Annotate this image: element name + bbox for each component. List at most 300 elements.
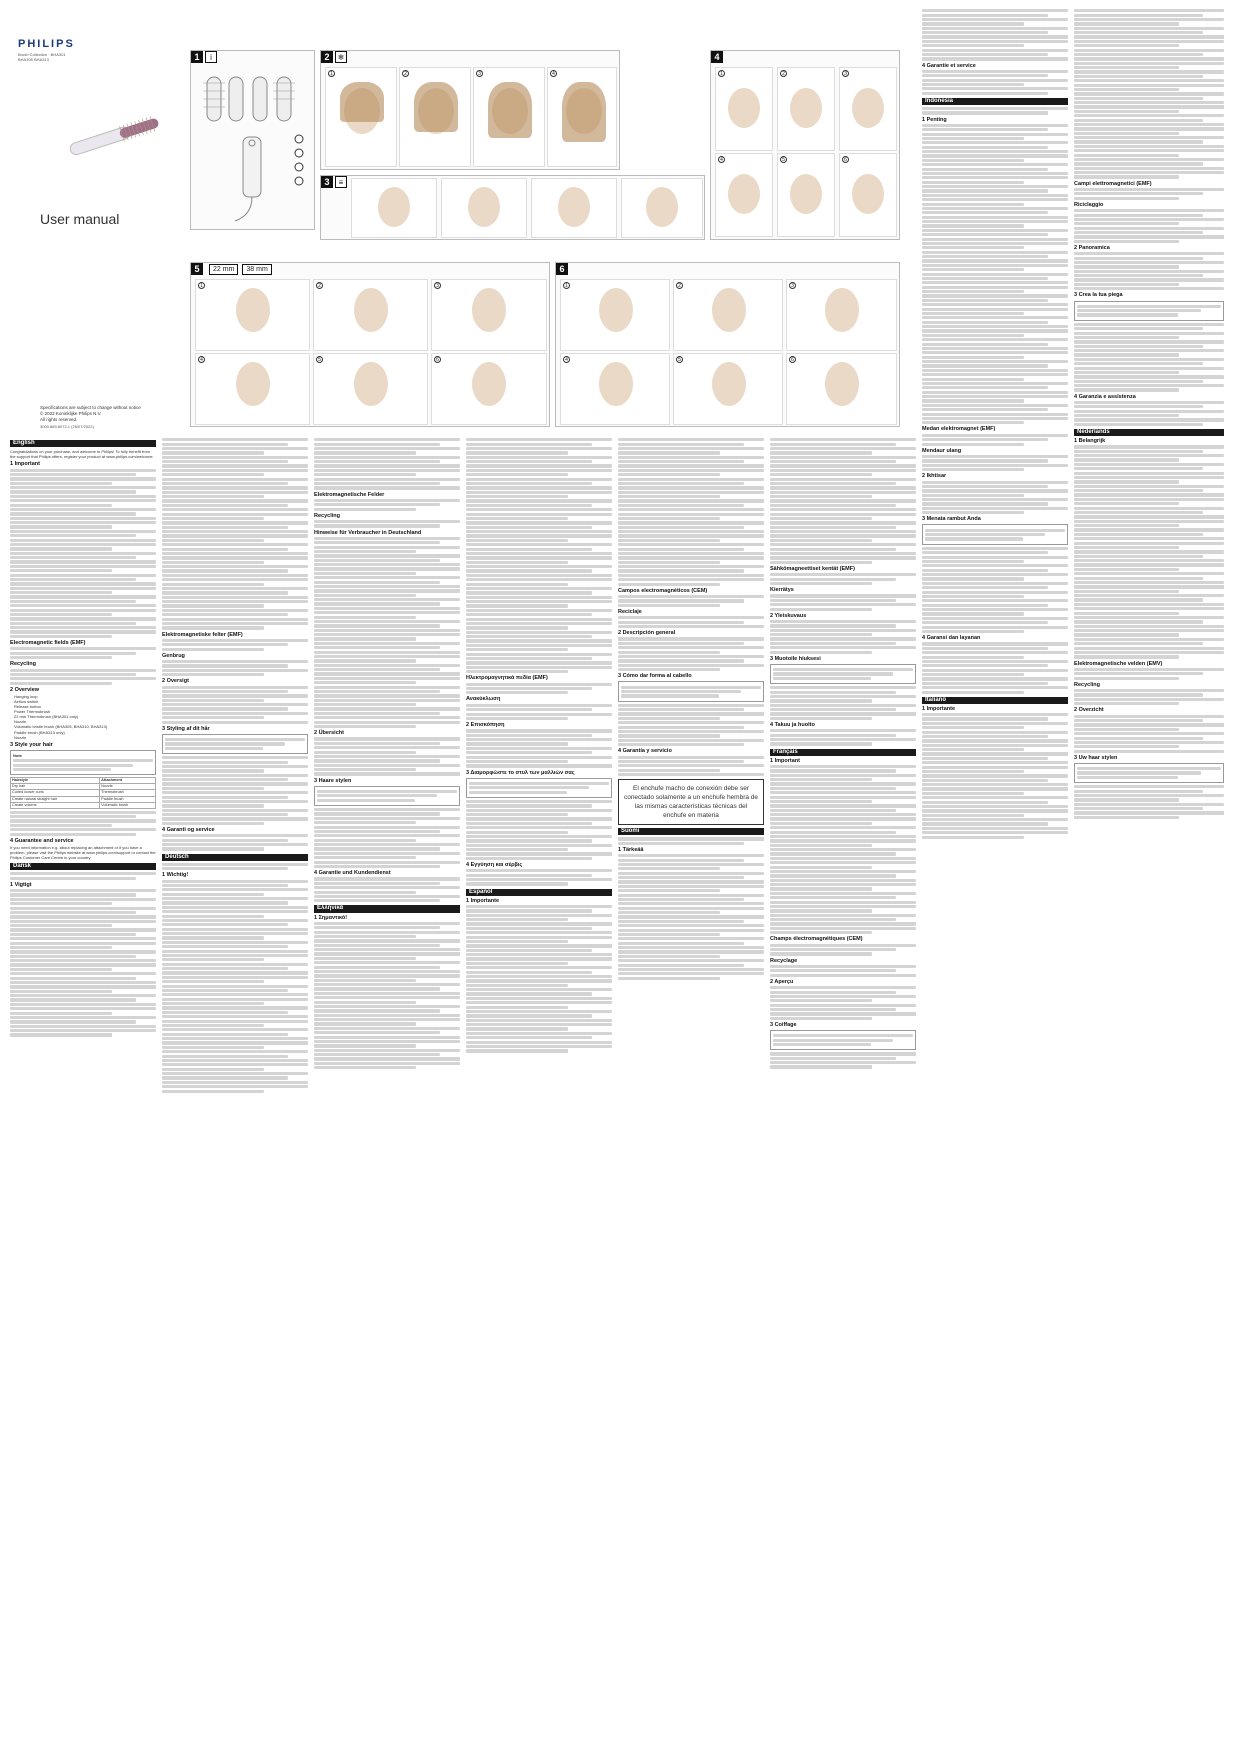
text-line-placeholder xyxy=(162,998,308,1001)
text-line-placeholder xyxy=(314,1022,416,1025)
text-line-placeholder xyxy=(1074,323,1224,326)
text-line-placeholder xyxy=(10,508,156,511)
text-line-placeholder xyxy=(469,791,567,794)
text-line-placeholder xyxy=(770,704,916,707)
text-line-placeholder xyxy=(922,651,1068,654)
text-line-placeholder xyxy=(13,764,133,767)
step-cell xyxy=(351,178,437,238)
text-line-placeholder xyxy=(466,857,592,860)
text-line-placeholder xyxy=(314,672,460,675)
text-line-placeholder xyxy=(10,972,156,975)
info-icon: i xyxy=(205,51,217,63)
text-line-placeholder xyxy=(770,1061,916,1064)
text-line-placeholder xyxy=(773,672,893,675)
text-line-placeholder xyxy=(162,945,288,948)
text-line-placeholder xyxy=(1074,222,1179,225)
text-line-placeholder xyxy=(922,836,1024,839)
step-number: 4 xyxy=(718,156,725,163)
text-line-placeholder xyxy=(162,1024,264,1027)
text-line-placeholder xyxy=(922,556,1068,559)
text-line-placeholder xyxy=(922,150,1068,153)
text-line-placeholder xyxy=(770,813,916,816)
text-line-placeholder xyxy=(10,543,156,546)
text-line-placeholder xyxy=(618,517,720,520)
text-line-placeholder xyxy=(618,556,764,559)
figure-panel-1 xyxy=(190,50,315,230)
text-line-placeholder xyxy=(314,598,460,601)
text-line-placeholder xyxy=(1074,798,1179,801)
text-line-placeholder xyxy=(162,954,308,957)
text-line-placeholder xyxy=(162,880,308,883)
text-line-placeholder xyxy=(922,74,1048,77)
text-line-placeholder xyxy=(1074,807,1203,810)
step-number: 4 xyxy=(563,356,570,363)
text-line-placeholder xyxy=(466,809,612,812)
text-line-placeholder xyxy=(466,482,592,485)
text-line-placeholder xyxy=(10,582,156,585)
section-heading: 2 Overview xyxy=(10,686,40,693)
text-line-placeholder xyxy=(922,198,1068,201)
text-line-placeholder xyxy=(618,721,764,724)
text-line-placeholder xyxy=(922,547,1068,550)
size-label-small: 22 mm xyxy=(209,264,238,275)
text-line-placeholder xyxy=(314,961,460,964)
text-line-placeholder xyxy=(1074,79,1224,82)
text-line-placeholder xyxy=(1074,790,1203,793)
step-cell xyxy=(560,279,670,351)
text-line-placeholder xyxy=(773,1034,913,1037)
text-line-placeholder xyxy=(162,530,308,533)
text-line-placeholder xyxy=(162,1015,308,1018)
overview-item: Paddle brush (BHA313 only) xyxy=(14,729,65,735)
text-line-placeholder xyxy=(10,1020,136,1023)
text-line-placeholder xyxy=(770,491,916,494)
text-line-placeholder xyxy=(1074,728,1179,731)
text-line-placeholder xyxy=(618,464,764,467)
text-line-placeholder xyxy=(314,629,460,632)
intro-text: Congratulations on your purchase, and welcome to Philips! To fully benefit from the support that Philips offers, register your product at www.philips.com/welcome. xyxy=(10,449,154,460)
panel-number: 2 xyxy=(321,51,333,63)
text-line-placeholder xyxy=(466,661,612,664)
text-line-placeholder xyxy=(922,325,1068,328)
text-line-placeholder xyxy=(618,583,720,586)
text-line-placeholder xyxy=(922,485,1048,488)
text-line-placeholder xyxy=(618,530,764,533)
text-line-placeholder xyxy=(618,859,744,862)
text-line-placeholder xyxy=(314,712,440,715)
text-line-placeholder xyxy=(1074,405,1203,408)
text-line-placeholder xyxy=(162,791,308,794)
text-line-placeholder xyxy=(466,657,592,660)
text-line-placeholder xyxy=(162,604,264,607)
overview-item: Nozzle xyxy=(14,734,27,740)
text-line-placeholder xyxy=(10,924,112,927)
text-line-placeholder xyxy=(618,543,764,546)
text-line-placeholder xyxy=(1074,418,1224,421)
text-line-placeholder xyxy=(314,899,440,902)
text-line-placeholder xyxy=(770,922,916,925)
product-parts-diagram xyxy=(195,69,311,227)
text-line-placeholder xyxy=(162,543,308,546)
text-line-placeholder xyxy=(922,647,1048,650)
text-line-placeholder xyxy=(1074,625,1224,628)
text-line-placeholder xyxy=(922,413,1068,416)
text-line-placeholder xyxy=(1074,750,1224,753)
text-line-placeholder xyxy=(922,31,1048,34)
text-line-placeholder xyxy=(770,952,872,955)
text-line-placeholder xyxy=(922,664,1048,667)
text-line-placeholder xyxy=(618,942,744,945)
text-line-placeholder xyxy=(10,534,136,537)
text-line-placeholder xyxy=(770,826,916,829)
text-line-placeholder xyxy=(10,1007,156,1010)
text-line-placeholder xyxy=(162,686,308,689)
text-line-placeholder xyxy=(162,712,308,715)
text-line-placeholder xyxy=(466,644,612,647)
text-line-placeholder xyxy=(466,1032,612,1035)
text-line-placeholder xyxy=(1074,332,1224,335)
text-line-placeholder xyxy=(618,739,764,742)
text-line-placeholder xyxy=(770,857,916,860)
text-line-placeholder xyxy=(10,482,112,485)
text-line-placeholder xyxy=(770,603,916,606)
text-line-placeholder xyxy=(162,989,288,992)
note-element xyxy=(162,734,308,754)
text-line-placeholder xyxy=(770,1004,916,1007)
text-line-placeholder xyxy=(770,699,872,702)
step-cell xyxy=(560,353,670,425)
text-line-placeholder xyxy=(466,486,612,489)
text-line-placeholder xyxy=(162,1085,308,1088)
text-line-placeholder xyxy=(1074,119,1203,122)
text-line-placeholder xyxy=(314,503,440,506)
text-line-placeholder xyxy=(1074,559,1224,562)
text-line-placeholder xyxy=(162,1046,264,1049)
text-line-placeholder xyxy=(466,1045,612,1048)
text-line-placeholder xyxy=(1074,816,1179,819)
text-line-placeholder xyxy=(314,690,440,693)
text-line-placeholder xyxy=(466,469,612,472)
text-line-placeholder xyxy=(466,813,568,816)
text-line-placeholder xyxy=(162,813,288,816)
section-heading: 3 Cómo dar forma al cabello xyxy=(618,673,692,680)
text-line-placeholder xyxy=(922,360,1068,363)
text-line-placeholder xyxy=(1074,283,1179,286)
text-line-placeholder xyxy=(466,1027,568,1030)
text-line-placeholder xyxy=(162,967,288,970)
text-line-placeholder xyxy=(162,782,308,785)
text-line-placeholder xyxy=(314,677,460,680)
text-line-placeholder xyxy=(162,847,264,850)
text-line-placeholder xyxy=(13,759,153,762)
text-line-placeholder xyxy=(618,955,720,958)
text-line-placeholder xyxy=(770,991,896,994)
text-line-placeholder xyxy=(618,708,744,711)
text-line-placeholder xyxy=(314,438,460,441)
text-line-placeholder xyxy=(466,622,612,625)
text-line-placeholder xyxy=(922,612,1024,615)
text-line-placeholder xyxy=(314,482,440,485)
text-line-placeholder xyxy=(314,537,460,540)
section-heading: Ηλεκτρομαγνητικά πεδία (EMF) xyxy=(466,675,548,682)
text-line-placeholder xyxy=(1077,313,1178,316)
text-line-placeholder xyxy=(466,869,612,872)
text-line-placeholder xyxy=(1074,349,1224,352)
text-line-placeholder xyxy=(466,443,592,446)
text-line-placeholder xyxy=(770,573,916,576)
text-line-placeholder xyxy=(770,887,872,890)
text-line-placeholder xyxy=(314,447,460,450)
snowflake-icon: ❄ xyxy=(335,51,347,63)
text-line-placeholder xyxy=(770,460,896,463)
text-line-placeholder xyxy=(314,1062,460,1065)
text-line-placeholder xyxy=(770,909,872,912)
text-line-placeholder xyxy=(770,552,916,555)
text-line-placeholder xyxy=(10,504,112,507)
text-line-placeholder xyxy=(770,965,916,968)
text-line-placeholder xyxy=(770,695,916,698)
text-line-placeholder xyxy=(314,725,416,728)
step-number: 3 xyxy=(789,282,796,289)
text-line-placeholder xyxy=(922,229,1068,232)
text-line-placeholder xyxy=(1074,9,1224,12)
text-line-placeholder xyxy=(922,35,1068,38)
text-column-4 xyxy=(466,437,612,1745)
text-line-placeholder xyxy=(162,796,288,799)
table-cell: Curled looser curls xyxy=(11,790,100,796)
section-heading: 3 Style your hair xyxy=(10,741,53,748)
section-heading: Elektromagnetische velden (EMV) xyxy=(1074,660,1163,667)
text-line-placeholder xyxy=(1074,414,1179,417)
text-line-placeholder xyxy=(770,534,916,537)
text-line-placeholder xyxy=(466,922,612,925)
text-line-placeholder xyxy=(770,800,872,803)
text-line-placeholder xyxy=(314,554,460,557)
text-line-placeholder xyxy=(466,962,568,965)
language-heading: Suomi xyxy=(618,828,764,835)
figure-panel-2 xyxy=(320,50,620,170)
text-line-placeholder xyxy=(1074,388,1179,391)
text-line-placeholder xyxy=(618,889,720,892)
text-line-placeholder xyxy=(618,911,720,914)
table-cell: Create natural straight hair xyxy=(11,796,100,802)
text-line-placeholder xyxy=(314,581,440,584)
text-line-placeholder xyxy=(922,277,1048,280)
text-line-placeholder xyxy=(466,548,592,551)
text-line-placeholder xyxy=(618,451,720,454)
step-number: 6 xyxy=(434,356,441,363)
step-cell xyxy=(547,67,617,167)
text-line-placeholder xyxy=(10,495,156,498)
text-line-placeholder xyxy=(1074,520,1224,523)
text-line-placeholder xyxy=(162,867,288,870)
text-line-placeholder xyxy=(466,852,612,855)
text-line-placeholder xyxy=(466,596,612,599)
text-line-placeholder xyxy=(162,958,264,961)
text-line-placeholder xyxy=(922,233,1048,236)
text-line-placeholder xyxy=(770,782,916,785)
text-line-placeholder xyxy=(922,731,1068,734)
text-line-placeholder xyxy=(618,773,764,776)
text-line-placeholder xyxy=(1074,14,1203,17)
text-line-placeholder xyxy=(466,513,612,516)
text-line-placeholder xyxy=(314,473,416,476)
text-line-placeholder xyxy=(922,408,1048,411)
text-line-placeholder xyxy=(466,835,612,838)
text-line-placeholder xyxy=(922,761,1068,764)
text-line-placeholder xyxy=(314,1031,440,1034)
text-line-placeholder xyxy=(466,508,612,511)
text-line-placeholder xyxy=(466,729,612,732)
text-line-placeholder xyxy=(314,935,416,938)
text-line-placeholder xyxy=(165,738,305,741)
table-cell: Nozzle xyxy=(100,784,156,790)
text-line-placeholder xyxy=(10,521,156,524)
text-line-placeholder xyxy=(770,608,872,611)
text-line-placeholder xyxy=(162,1072,308,1075)
text-line-placeholder xyxy=(618,915,764,918)
text-line-placeholder xyxy=(162,609,308,612)
text-line-placeholder xyxy=(618,651,720,654)
text-line-placeholder xyxy=(770,561,872,564)
text-line-placeholder xyxy=(314,992,460,995)
text-line-placeholder xyxy=(10,630,156,633)
text-line-placeholder xyxy=(922,691,1024,694)
text-line-placeholder xyxy=(770,822,872,825)
text-line-placeholder xyxy=(1074,218,1224,221)
text-line-placeholder xyxy=(1074,581,1224,584)
text-line-placeholder xyxy=(618,743,744,746)
note-element xyxy=(770,1030,916,1050)
text-line-placeholder xyxy=(1074,537,1224,540)
text-line-placeholder xyxy=(618,876,744,879)
text-line-placeholder xyxy=(162,1002,264,1005)
text-line-placeholder xyxy=(314,830,440,833)
step-number: 3 xyxy=(476,70,483,77)
panel-number: 5 xyxy=(191,263,203,275)
step-number: 1 xyxy=(563,282,570,289)
text-line-placeholder xyxy=(922,507,1068,510)
text-line-placeholder xyxy=(162,1059,308,1062)
text-line-placeholder xyxy=(466,997,612,1000)
text-line-placeholder xyxy=(10,525,112,528)
text-line-placeholder xyxy=(770,482,896,485)
text-line-placeholder xyxy=(1074,745,1179,748)
text-line-placeholder xyxy=(770,521,916,524)
text-line-placeholder xyxy=(618,664,764,667)
section-heading: 3 Διαμορφώστε το στυλ των μαλλιών σας xyxy=(466,769,575,776)
text-line-placeholder xyxy=(317,790,457,793)
section-heading: 1 Penting xyxy=(922,116,947,123)
text-line-placeholder xyxy=(922,468,1024,471)
text-line-placeholder xyxy=(314,563,460,566)
text-line-placeholder xyxy=(469,786,589,789)
text-line-placeholder xyxy=(314,856,416,859)
overview-item: Release button xyxy=(14,704,41,710)
text-line-placeholder xyxy=(922,796,1068,799)
text-line-placeholder xyxy=(10,959,156,962)
step-cell xyxy=(621,178,703,238)
text-line-placeholder xyxy=(618,946,764,949)
text-line-placeholder xyxy=(922,382,1068,385)
text-line-placeholder xyxy=(922,92,1048,95)
text-line-placeholder xyxy=(922,251,1068,254)
text-line-placeholder xyxy=(618,933,720,936)
text-line-placeholder xyxy=(466,800,612,803)
text-line-placeholder xyxy=(314,970,460,973)
text-line-placeholder xyxy=(162,526,288,529)
section-heading: 4 Garansi dan layanan xyxy=(922,635,981,642)
text-line-placeholder xyxy=(618,565,764,568)
text-line-placeholder xyxy=(10,617,156,620)
text-line-placeholder xyxy=(1074,550,1224,553)
text-line-placeholder xyxy=(618,837,764,840)
text-line-placeholder xyxy=(10,469,156,472)
step-cell xyxy=(473,67,545,167)
text-line-placeholder xyxy=(10,490,136,493)
text-line-placeholder xyxy=(162,707,288,710)
text-line-placeholder xyxy=(922,757,1048,760)
text-line-placeholder xyxy=(922,443,1024,446)
text-line-placeholder xyxy=(922,551,1048,554)
step-cell xyxy=(431,353,547,425)
text-line-placeholder xyxy=(922,626,1068,629)
text-line-placeholder xyxy=(618,872,764,875)
text-line-placeholder xyxy=(314,655,460,658)
text-line-placeholder xyxy=(922,273,1068,276)
text-line-placeholder xyxy=(162,863,308,866)
text-line-placeholder xyxy=(770,835,916,838)
text-line-placeholder xyxy=(314,1036,460,1039)
text-line-placeholder xyxy=(922,308,1068,311)
text-line-placeholder xyxy=(466,936,612,939)
text-line-placeholder xyxy=(466,747,612,750)
text-line-placeholder xyxy=(314,834,460,837)
text-line-placeholder xyxy=(621,686,761,689)
section-heading: Hinweise für Verbraucher in Deutschland xyxy=(314,529,422,536)
text-line-placeholder xyxy=(10,547,112,550)
text-line-placeholder xyxy=(922,83,1024,86)
text-line-placeholder xyxy=(10,560,156,563)
text-line-placeholder xyxy=(162,1050,308,1053)
step-cell xyxy=(195,279,310,351)
text-line-placeholder xyxy=(1074,270,1224,273)
section-heading: 1 Importante xyxy=(922,705,956,712)
language-heading: Italiano xyxy=(922,697,1068,704)
text-line-placeholder xyxy=(314,764,460,767)
text-line-placeholder xyxy=(922,395,1068,398)
text-line-placeholder xyxy=(165,747,263,750)
text-line-placeholder xyxy=(162,669,308,672)
text-line-placeholder xyxy=(162,910,308,913)
section-heading: 2 Επισκόπηση xyxy=(466,722,505,729)
text-line-placeholder xyxy=(1074,677,1179,680)
note-element xyxy=(1074,763,1224,783)
text-line-placeholder xyxy=(314,948,460,951)
text-line-placeholder xyxy=(770,774,916,777)
section-heading: Recycling xyxy=(314,512,340,519)
text-line-placeholder xyxy=(1074,287,1224,290)
text-line-placeholder xyxy=(1074,638,1224,641)
text-line-placeholder xyxy=(1074,261,1224,264)
text-line-placeholder xyxy=(162,893,264,896)
section-heading: 1 Wichtig! xyxy=(162,872,189,879)
step-number: 1 xyxy=(328,70,335,77)
text-line-placeholder xyxy=(770,539,872,542)
text-line-placeholder xyxy=(1074,507,1224,510)
text-line-placeholder xyxy=(770,504,896,507)
section-heading: 1 Σημαντικό! xyxy=(314,914,348,921)
